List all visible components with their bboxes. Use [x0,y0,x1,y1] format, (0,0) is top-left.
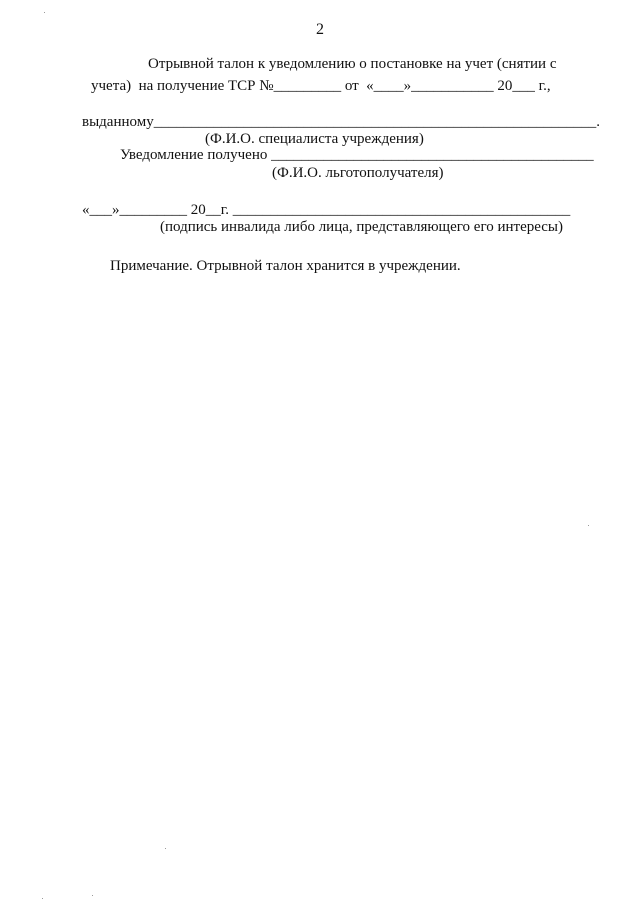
notice-received-line: Уведомление получено ___________________________________________ [120,147,594,163]
scan-speck [44,12,45,13]
note-text: Примечание. Отрывной талон хранится в учреждении. [110,258,461,274]
specialist-name-caption: (Ф.И.О. специалиста учреждения) [205,131,424,147]
coupon-heading-line-1: Отрывной талон к уведомлению о постановке на учет (снятии с [148,56,557,72]
beneficiary-name-caption: (Ф.И.О. льготополучателя) [272,165,444,181]
scan-speck [165,848,166,849]
date-signature-line: «___»_________ 20__г. _____________________________________________ [82,202,571,218]
issued-to-line: выданному___________________________________________________________. [82,114,600,130]
signature-caption: (подпись инвалида либо лица, представляющего его интересы) [160,219,564,235]
scan-speck [42,898,43,899]
scan-speck [588,525,589,526]
scan-speck [92,895,93,896]
page-number: 2 [316,21,324,38]
coupon-heading-line-2: учета) на получение ТСР №_________ от «____»___________ 20___ г., [91,78,551,94]
